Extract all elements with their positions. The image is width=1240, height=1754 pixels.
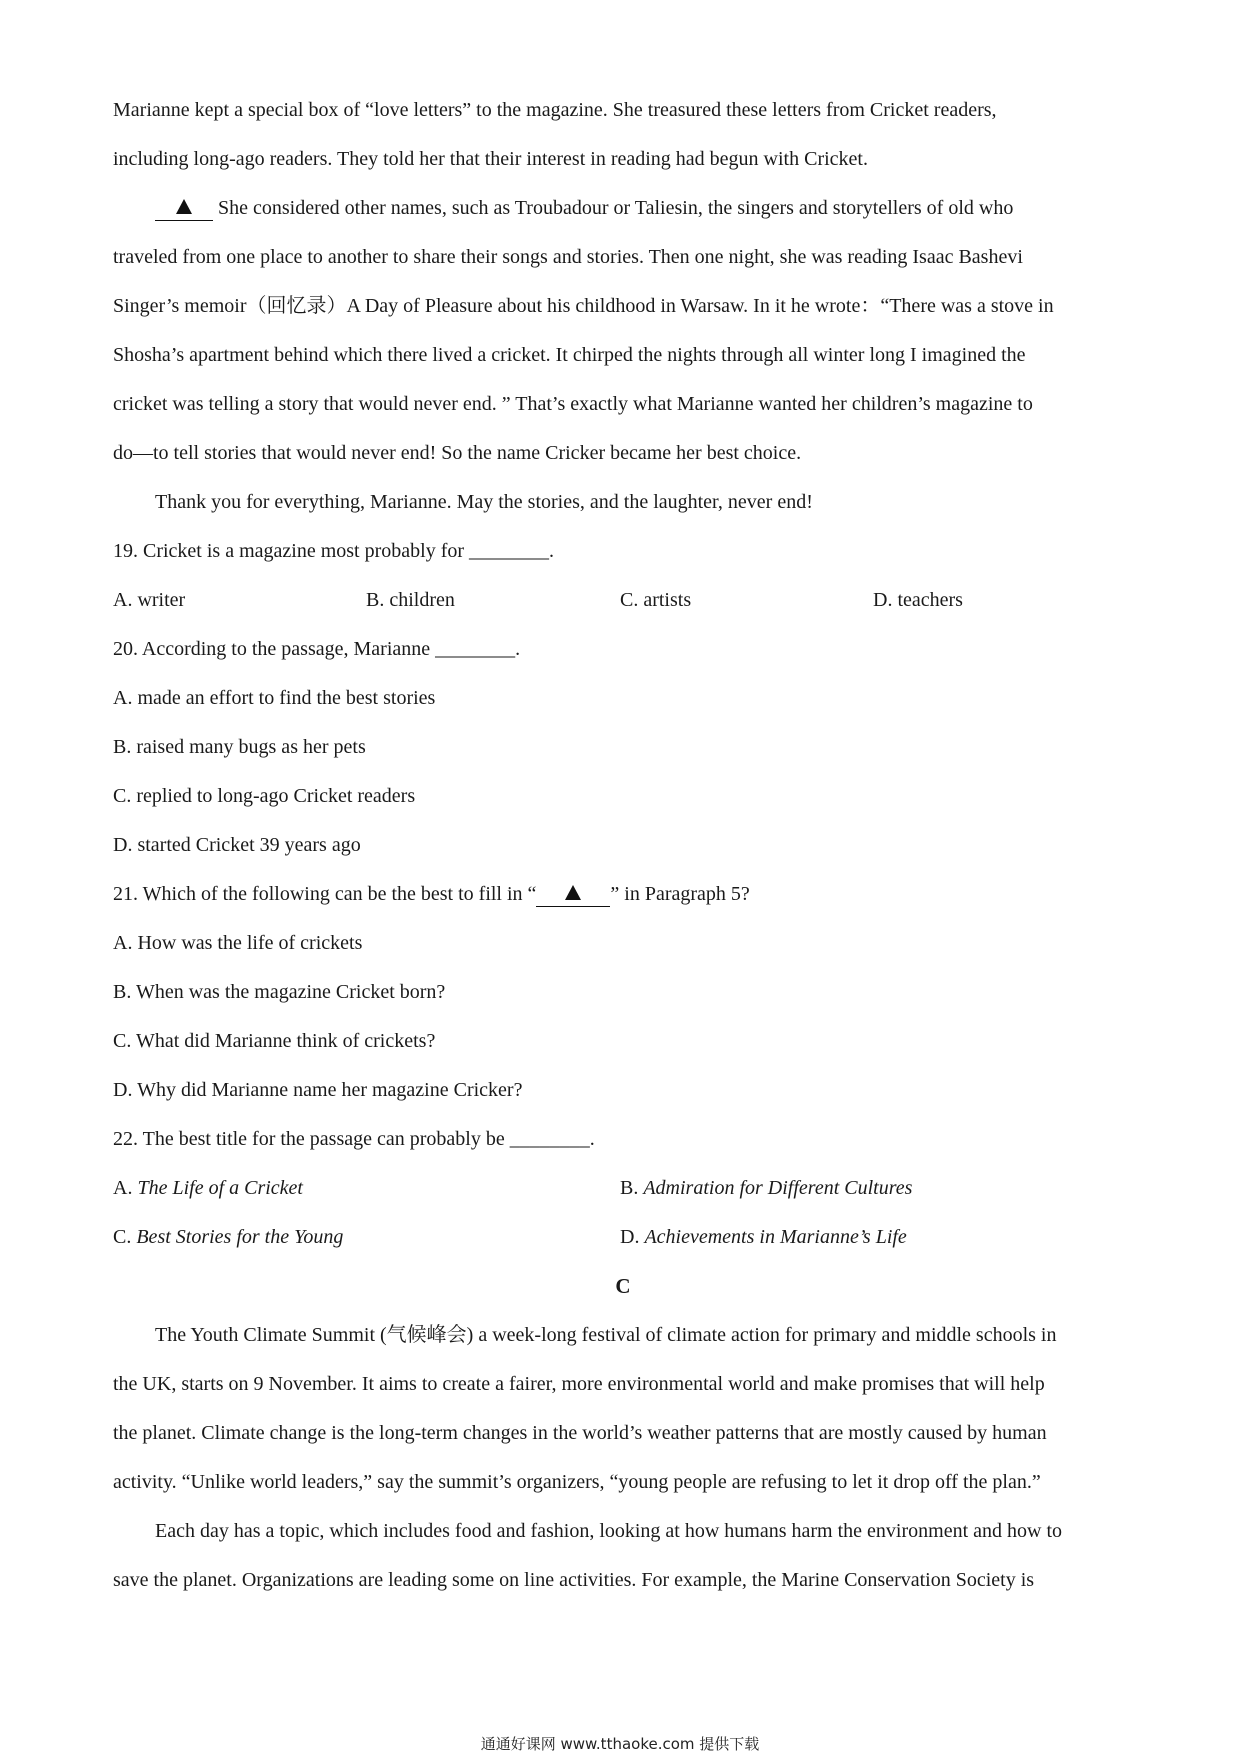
passage-c-p2-line2: save the planet. Organizations are leading some on line activities. For example, the Marine Conservation Society is [113, 1569, 1035, 1591]
q21-option-b: B. When was the magazine Cricket born? [113, 981, 446, 1003]
question-20-stem: 20. According to the passage, Marianne ________. [113, 638, 521, 660]
q20-option-d: D. started Cricket 39 years ago [113, 834, 361, 856]
q19-option-c: C. artists [620, 589, 692, 611]
triangle-icon [176, 199, 192, 214]
q21-option-c: C. What did Marianne think of crickets? [113, 1030, 436, 1052]
passage-b-p2-line3: Singer’s memoir（回忆录）A Day of Pleasure about his childhood in Warsaw. In it he wrote：“There was a stove in [113, 295, 1054, 317]
passage-c-p1-line2: the UK, starts on 9 November. It aims to create a fairer, more environmental world and make promises that will help [113, 1373, 1045, 1395]
q22-option-a: A. The Life of a Cricket [113, 1177, 303, 1199]
q22-option-d: D. Achievements in Marianne’s Life [620, 1226, 907, 1248]
q22-option-c: C. Best Stories for the Young [113, 1226, 344, 1248]
passage-b-p2-line4: Shosha’s apartment behind which there lived a cricket. It chirped the nights through all winter long I imagined the [113, 344, 1026, 366]
passage-b-p2-line1: She considered other names, such as Troubadour or Taliesin, the singers and storytellers of old who [113, 196, 1133, 245]
footer-watermark: 通通好课网 www.tthaoke.com 提供下载 [480, 1735, 760, 1753]
question-22-options-row2 [113, 1225, 1133, 1274]
section-c-heading: C [615, 1274, 631, 1298]
passage-c-p1-line4: activity. “Unlike world leaders,” say the summit’s organizers, “young people are refusing to let it drop off the plan.” [113, 1471, 1041, 1493]
question-19-stem: 19. Cricket is a magazine most probably for ________. [113, 540, 555, 562]
q19-option-b: B. children [366, 589, 455, 611]
question-21-stem: 21. Which of the following can be the best to fill in “ ” in Paragraph 5? [113, 883, 750, 905]
passage-b-p2-line6: do—to tell stories that would never end! So the name Cricker became her best choice. [113, 442, 802, 464]
answer-blank [536, 882, 610, 907]
passage-b-p2-line2: traveled from one place to another to share their songs and stories. Then one night, she was reading Isaac Bashevi [113, 246, 1023, 268]
q20-option-c: C. replied to long-ago Cricket readers [113, 785, 416, 807]
passage-b-p3-line1: Thank you for everything, Marianne. May the stories, and the laughter, never end! [155, 491, 813, 513]
passage-c-p1-line1: The Youth Climate Summit (气候峰会) a week-long festival of climate action for primary and middle schools in [155, 1324, 1057, 1346]
q20-option-b: B. raised many bugs as her pets [113, 736, 366, 758]
question-22-options-row1 [113, 1176, 1133, 1225]
passage-c-p1-line3: the planet. Climate change is the long-term changes in the world’s weather patterns that are mostly caused by human [113, 1422, 1047, 1444]
document-page [113, 98, 1133, 1617]
triangle-icon [565, 885, 581, 900]
q21-option-d: D. Why did Marianne name her magazine Cricker? [113, 1079, 523, 1101]
q21-option-a: A. How was the life of crickets [113, 932, 363, 954]
question-19-options [113, 588, 1133, 637]
passage-b-p2-line5: cricket was telling a story that would never end. ” That’s exactly what Marianne wanted her children’s magazine to [113, 393, 1033, 415]
q19-option-a: A. writer [113, 589, 186, 611]
question-22-stem: 22. The best title for the passage can probably be ________. [113, 1128, 595, 1150]
passage-c-p2-line1: Each day has a topic, which includes food and fashion, looking at how humans harm the environment and how to [155, 1520, 1063, 1542]
q20-option-a: A. made an effort to find the best stories [113, 687, 436, 709]
passage-b-p1-line2: including long-ago readers. They told her that their interest in reading had begun with Cricket. [113, 148, 868, 170]
passage-b-p1-line1: Marianne kept a special box of “love letters” to the magazine. She treasured these letters from Cricket readers, [113, 99, 997, 121]
q19-option-d: D. teachers [873, 589, 963, 611]
answer-blank [155, 196, 213, 221]
q22-option-b: B. Admiration for Different Cultures [620, 1177, 913, 1199]
